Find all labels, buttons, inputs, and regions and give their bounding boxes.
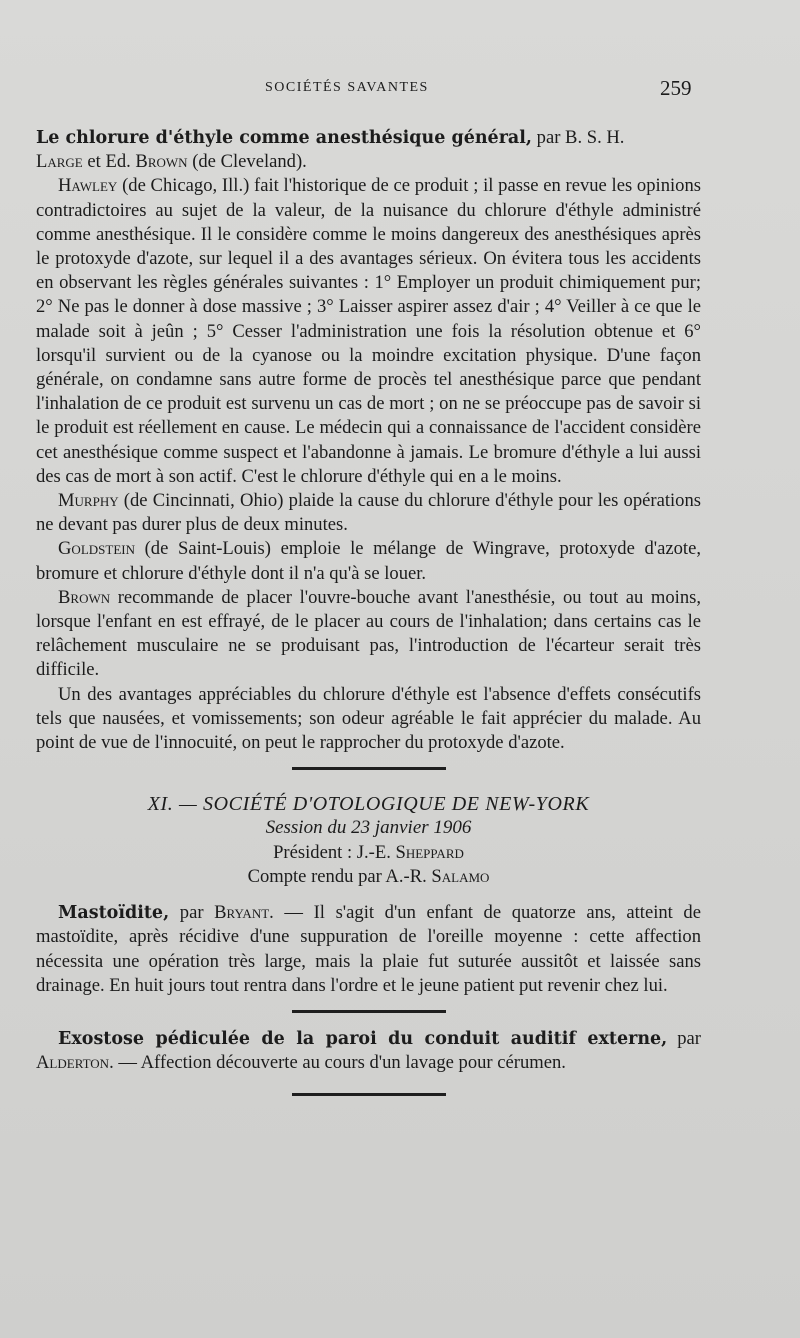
article-by: par (667, 1027, 701, 1049)
running-header (0, 78, 800, 100)
end-divider (292, 1093, 446, 1096)
author-name: Brown (135, 151, 188, 173)
speaker-name: Goldstein (58, 538, 135, 560)
paragraph (36, 537, 701, 585)
author-name: Alderton (36, 1052, 110, 1074)
running-title: SOCIÉTÉS SAVANTES (265, 80, 429, 95)
section-divider (292, 767, 446, 770)
paragraph-text: (de Chicago, Ill.) fait l'historique de ce produit ; il passe en revue les opinions contradictoires au sujet de la valeur, de la nuisance du chlorure d'éthyle administré comme anesthésique. Il le considère comme le moins dangereux des anesthésiques après le protoxyde d'azote, sur lequel il a des avantages sérieux. On évitera tous les accidents en observant les règles générales suivantes : 1° Employer un produit chimiquement pur; 2° Ne pas le donner à dose massive ; 3° Laisser aspirer assez d'air ; 4° Veiller à ce que le malade soit à jeûn ; 5° Cesser l'administration une fois la résolution obtenue et 6° lorsqu'il survient ou de la cyanose ou la moindre excitation physique. D'une façon générale, on condamne sans autre forme de procès tel anesthésique parce que pendant l'inhalation de ce produit est survenu un cas de mort ; on ne se préoccupe pas de savoir si le produit est réellement en cause. Le médecin qui a connaissance de l'accident considère cet anesthésique comme suspect et l'abandonne à jamais. Le bromure d'éthyle a lui aussi des cas de mort à son actif. C'est le chlorure d'éthyle qui en a le moins. (36, 175, 701, 487)
article-title: Exostose pédiculée de la paroi du conduit auditif externe, (58, 1028, 668, 1049)
article-by: par B. S. H. (532, 127, 625, 148)
page-number: 259 (660, 76, 692, 100)
paragraph (36, 586, 701, 683)
paragraph-text: Un des avantages appréciables du chlorure d'éthyle est l'absence d'effets consécutifs tels que nausées, et vomissements; son odeur agréable le fait apprécier du malade. Au point de vue de l'innocuité, on peut le rapprocher du protoxyde d'azote. (36, 683, 701, 754)
paragraph (36, 683, 701, 756)
president-line (36, 841, 701, 865)
author-name: Bryant (214, 902, 270, 924)
paragraph (36, 489, 701, 537)
paragraph (36, 901, 701, 998)
president-name: Sheppard (395, 841, 464, 863)
paragraph (36, 1027, 701, 1075)
article-by: par (169, 902, 215, 924)
speaker-name: Hawley (58, 175, 118, 197)
page-body (36, 126, 701, 1108)
report-line (36, 865, 701, 889)
article-heading (36, 126, 701, 174)
article-title: Le chlorure d'éthyle comme anesthésique général, (36, 128, 532, 148)
session-date: Session du 23 janvier 1906 (265, 817, 472, 839)
paragraph-text: (de Cincinnati, Ohio) plaide la cause du chlorure d'éthyle pour les opérations ne devant pas durer plus de deux minutes. (36, 490, 701, 536)
paragraph-text: . — Il s'agit d'un enfant de quatorze ans, atteint de mastoïdite, après récidive d'une suppuration de l'oreille moyenne : cette affection nécessita une opération très large, mais la plaie fut suturée aussitôt et laissée sans drainage. En huit jours tout rentra dans l'ordre et le jeune patient put revenir chez lui. (36, 902, 701, 996)
author-name: Large (36, 151, 83, 173)
reporter-name: Salamo (431, 865, 490, 887)
article-divider (292, 1010, 446, 1013)
article-title: Mastoïdite, (58, 903, 170, 924)
report-label: Compte rendu par A.-R. (247, 865, 432, 887)
paragraph (36, 174, 701, 489)
author-affiliation: (de Cleveland). (187, 151, 307, 173)
president-label: Président : J.-E. (273, 841, 396, 863)
speaker-name: Murphy (58, 490, 119, 512)
paragraph-text: . — Affection découverte au cours d'un lavage pour cérumen. (109, 1052, 566, 1074)
paragraph-text: recommande de placer l'ouvre-bouche avant l'anesthésie, ou tout au moins, lorsque l'enfant en est effrayé, de le placer au cours de l'inhalation; dans certains cas le relâchement musculaire ne se produisant pas, l'introduction de l'écarteur serait très difficile. (36, 586, 701, 681)
section-title: XI. — SOCIÉTÉ D'OTOLOGIQUE DE NEW-YORK (147, 793, 590, 816)
paragraph-text: (de Saint-Louis) emploie le mélange de Wingrave, protoxyde d'azote, bromure et chlorure d'éthyle dont il n'a qu'à se louer. (36, 538, 701, 584)
speaker-name: Brown (58, 586, 111, 608)
author-connector: et Ed. (82, 151, 136, 173)
